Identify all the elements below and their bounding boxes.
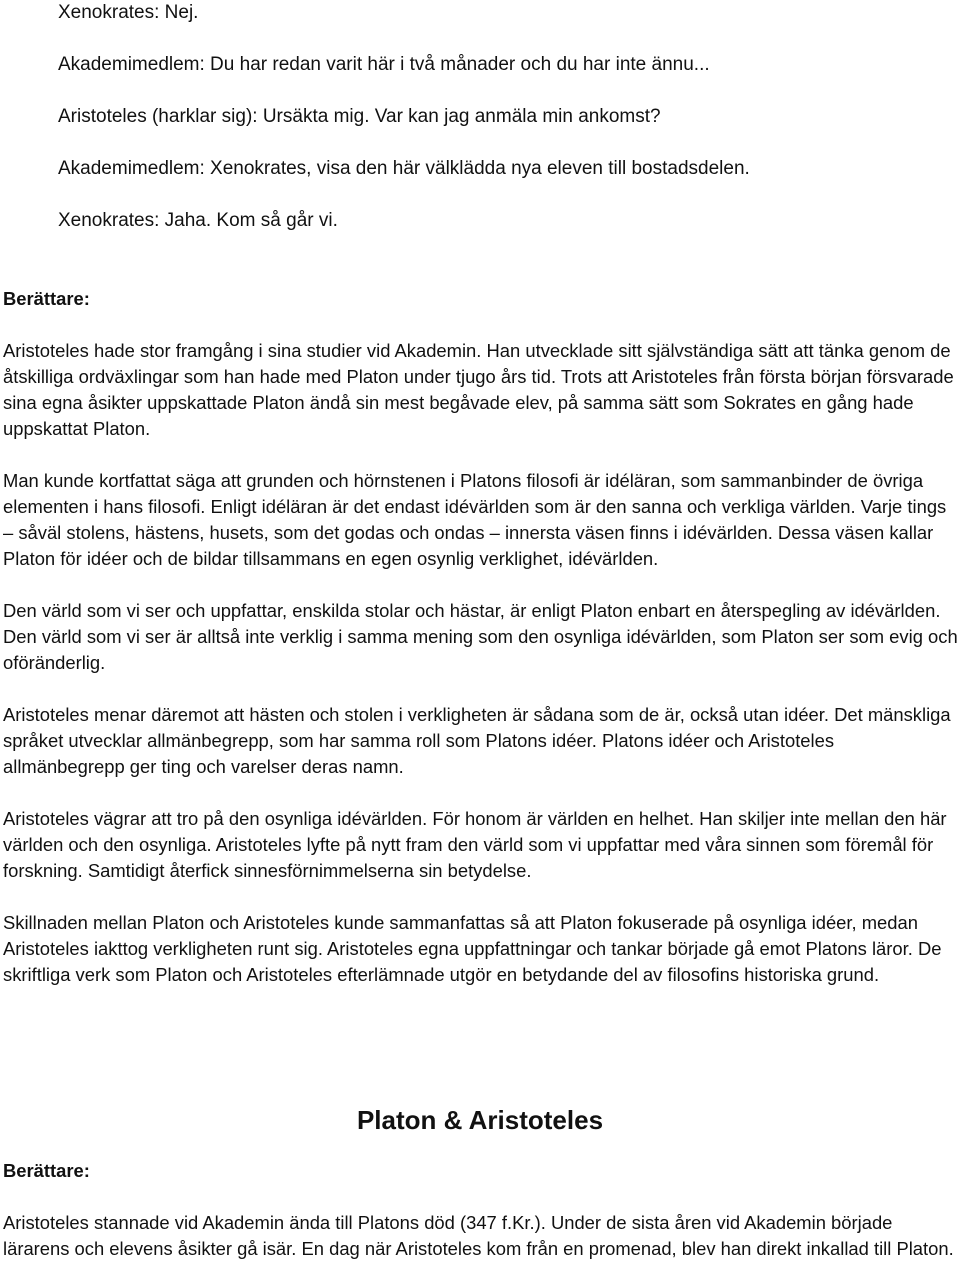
dialogue-line: Aristoteles (harklar sig): Ursäkta mig. Var kan jag anmäla min ankomst? bbox=[58, 106, 661, 127]
narrator-section-1 bbox=[3, 286, 958, 1014]
narrative-paragraph: Den värld som vi ser och uppfattar, enskilda stolar och hästar, är enligt Platon enbart en återspegling av idévärlden. Den värld som vi ser är alltså inte verklig i samma mening som den osynliga idévärlden, som Platon ser som evig och oföränderlig. bbox=[3, 600, 958, 673]
dialogue-line: Akademimedlem: Xenokrates, visa den här välklädda nya eleven till bostadsdelen. bbox=[58, 158, 750, 179]
narrator-label: Berättare: bbox=[3, 288, 90, 309]
narrative-paragraph: Aristoteles stannade vid Akademin ända till Platons död (347 f.Kr.). Under de sista åren vid Akademin började lärarens och elevens åsikter gå isär. En dag när Aristoteles kom från en promenad, blev han direkt inkallad till Platon. bbox=[3, 1212, 954, 1259]
dialogue-line: Xenokrates: Nej. bbox=[58, 2, 199, 23]
dialogue-line: Akademimedlem: Du har redan varit här i två månader och du har inte ännu... bbox=[58, 54, 710, 75]
section-heading: Platon & Aristoteles bbox=[356, 1105, 604, 1135]
narrative-paragraph: Aristoteles hade stor framgång i sina studier vid Akademin. Han utvecklade sitt självständiga sätt att tänka genom de åtskilliga ordväxlingar som han hade med Platon under tjugo års tid. Trots att Aristoteles från första början försvarade sina egna åsikter uppskattade Platon ändå sin mest begåvade elev, på samma sätt som Sokrates en gång hade uppskattat Platon. bbox=[3, 340, 954, 439]
narrative-paragraph: Aristoteles vägrar att tro på den osynliga idévärlden. För honom är världen en helhet. Han skiljer inte mellan den här världen och den osynliga. Aristoteles lyfte på nytt fram den värld som vi uppfattar med våra sinnen som föremål för forskning. Samtidigt återfick sinnesförnimmelserna sin betydelse. bbox=[3, 808, 947, 881]
narrator-section-2 bbox=[3, 1158, 958, 1288]
dialogue-block bbox=[58, 0, 938, 260]
narrative-paragraph: Skillnaden mellan Platon och Aristoteles kunde sammanfattas så att Platon fokuserade på osynliga idéer, medan Aristoteles iakttog verkligheten runt sig. Aristoteles egna uppfattningar och tankar började gå emot Platons läror. De skriftliga verk som Platon och Aristoteles efterlämnade utgör en betydande del av filosofins historiska grund. bbox=[3, 912, 942, 985]
narrative-paragraph: Aristoteles menar däremot att hästen och stolen i verkligheten är sådana som de är, också utan idéer. Det mänskliga språket utvecklar allmänbegrepp, som har samma roll som Platons idéer. Platons idéer och Aristoteles allmänbegrepp ger ting och varelser deras namn. bbox=[3, 704, 951, 777]
narrative-paragraph: Man kunde kortfattat säga att grunden och hörnstenen i Platons filosofi är idéläran, som sammanbinder de övriga elementen i hans filosofi. Enligt idéläran är det endast idévärlden som är den sanna och verkliga världen. Varje tings – såväl stolens, hästens, husets, som det godas och ondas – innersta väsen finns i idévärlden. Dessa väsen kallar Platon för idéer och de bildar tillsammans en egen osynlig verklighet, idévärlden. bbox=[3, 470, 947, 569]
dialogue-line: Xenokrates: Jaha. Kom så går vi. bbox=[58, 210, 338, 231]
narrator-label: Berättare: bbox=[3, 1160, 90, 1181]
